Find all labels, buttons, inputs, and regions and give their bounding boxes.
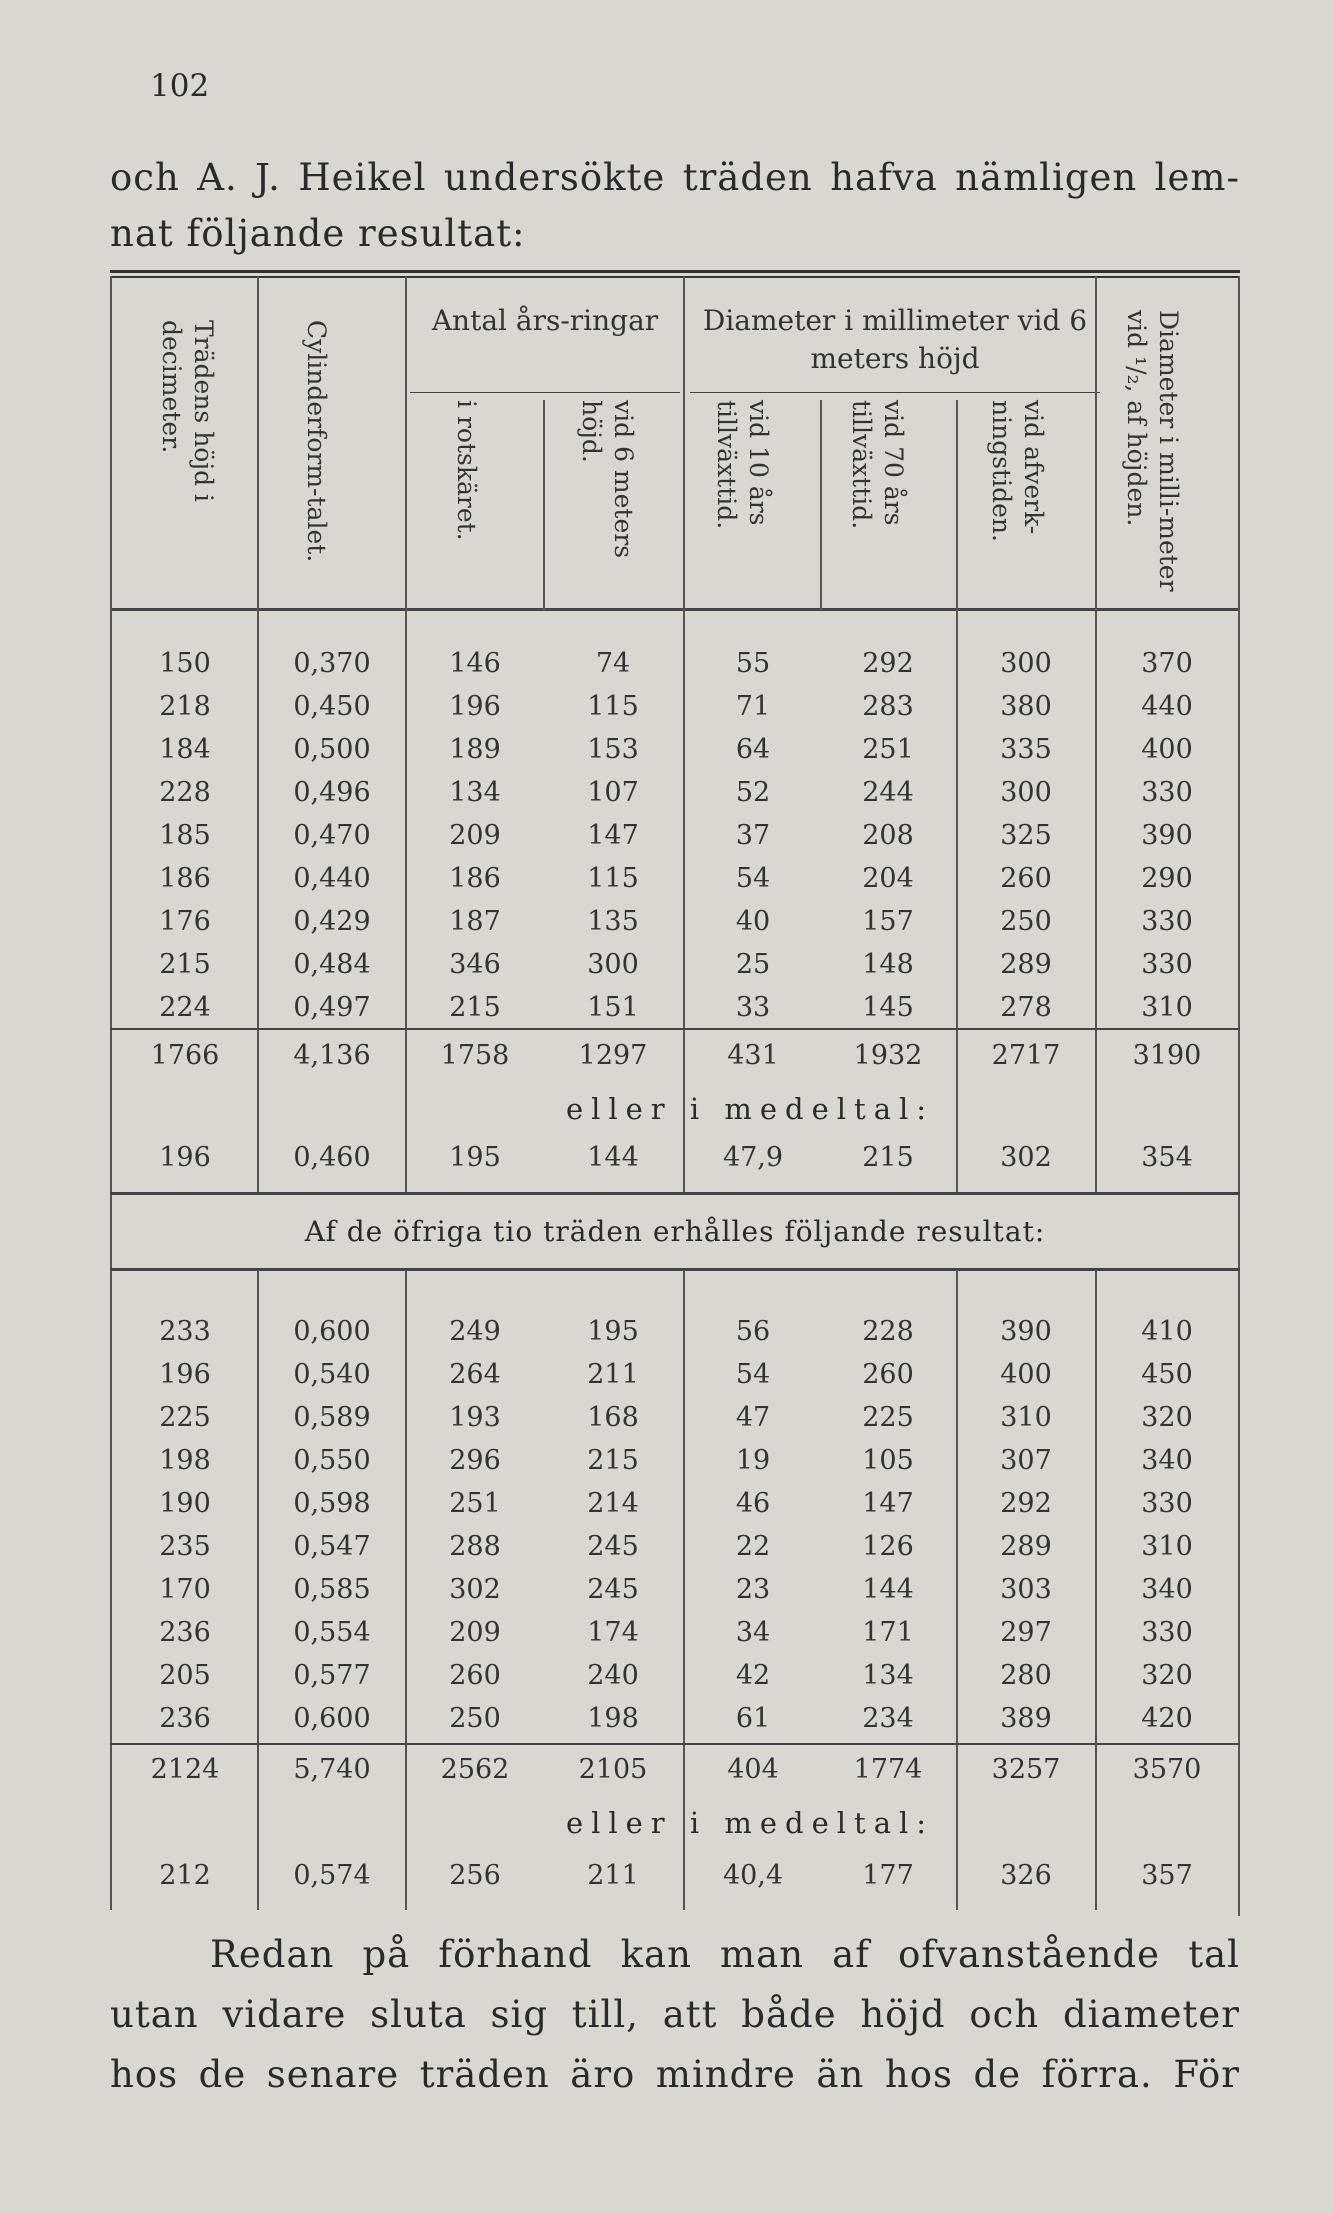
table-cell: 211 — [587, 1359, 639, 1390]
table-cell: 1774 — [853, 1754, 923, 1785]
table-cell: 235 — [159, 1531, 211, 1562]
table-cell: 107 — [587, 777, 639, 808]
table-cell: 225 — [159, 1402, 211, 1433]
middle-caption: Af de öfriga tio träden erhålles följande resultat: — [304, 1215, 1046, 1248]
table-cell: 22 — [735, 1531, 771, 1562]
header-diam-half: Diameter i milli-meter vid ¹/₂, af höjden. — [1122, 310, 1183, 592]
table-cell: 147 — [862, 1488, 914, 1519]
outro-paragraph — [110, 1925, 1240, 2105]
table-cell: 390 — [1141, 820, 1193, 851]
vline — [820, 400, 822, 610]
rings-group-rule — [410, 392, 680, 393]
table-cell: 240 — [587, 1660, 639, 1691]
table-cell: 283 — [862, 691, 914, 722]
table-cell: 135 — [587, 906, 639, 937]
page-number: 102 — [150, 68, 210, 104]
table-cell: 54 — [735, 863, 771, 894]
table-row — [110, 648, 1240, 690]
table-cell: 19 — [735, 1445, 771, 1476]
table-cell: 144 — [862, 1574, 914, 1605]
table-cell: 33 — [735, 992, 771, 1023]
table-cell: 380 — [1000, 691, 1052, 722]
table-cell: 168 — [587, 1402, 639, 1433]
table-cell: 193 — [449, 1402, 501, 1433]
table-cell: 320 — [1141, 1402, 1193, 1433]
table-cell: 1932 — [853, 1040, 923, 1071]
table-cell: 198 — [159, 1445, 211, 1476]
table-cell: 215 — [587, 1445, 639, 1476]
table-cell: 300 — [1000, 777, 1052, 808]
table-cell: 0,484 — [293, 949, 371, 980]
table-cell: 189 — [449, 734, 501, 765]
table-cell: 40,4 — [722, 1860, 784, 1891]
table-cell: 212 — [159, 1860, 211, 1891]
table-cell: 3570 — [1132, 1754, 1202, 1785]
table-cell: 244 — [862, 777, 914, 808]
table-cell: 310 — [1141, 992, 1193, 1023]
table-cell: 330 — [1141, 949, 1193, 980]
table-cell: 0,574 — [293, 1860, 371, 1891]
table-cell: 218 — [159, 691, 211, 722]
outro-line: utan vidare sluta sig till, att både höjd och diameter — [110, 1993, 1240, 2036]
table-cell: 450 — [1141, 1359, 1193, 1390]
table-cell: 74 — [595, 648, 631, 679]
table-cell: 215 — [159, 949, 211, 980]
table-cell: 185 — [159, 820, 211, 851]
header-rings-group: Antal års-ringar — [431, 304, 659, 337]
table-cell: 404 — [727, 1754, 779, 1785]
table-cell: 5,740 — [293, 1754, 371, 1785]
table-cell: 431 — [727, 1040, 779, 1071]
table-cell: 64 — [735, 734, 771, 765]
table-cell: 196 — [449, 691, 501, 722]
table-cell: 34 — [735, 1617, 771, 1648]
header-rings-6m: vid 6 meters höjd. — [577, 400, 638, 559]
table-cell: 3257 — [991, 1754, 1061, 1785]
table-cell: 340 — [1141, 1445, 1193, 1476]
table-cell: 225 — [862, 1402, 914, 1433]
table-cell: 145 — [862, 992, 914, 1023]
table-cell: 289 — [1000, 949, 1052, 980]
table-cell: 297 — [1000, 1617, 1052, 1648]
vline — [543, 400, 545, 610]
table-cell: 56 — [735, 1316, 771, 1347]
table-cell: 290 — [1141, 863, 1193, 894]
table-cell: 54 — [735, 1359, 771, 1390]
table-cell: 236 — [159, 1617, 211, 1648]
table-cell: 214 — [587, 1488, 639, 1519]
table-cell: 184 — [159, 734, 211, 765]
table-cell: 260 — [862, 1359, 914, 1390]
table-cell: 146 — [449, 648, 501, 679]
table-cell: 147 — [587, 820, 639, 851]
table-cell: 245 — [587, 1574, 639, 1605]
table-cell: 105 — [862, 1445, 914, 1476]
table-cell: 174 — [587, 1617, 639, 1648]
table-cell: 296 — [449, 1445, 501, 1476]
table-cell: 3190 — [1132, 1040, 1202, 1071]
table-row — [110, 949, 1240, 991]
table-cell: 0,547 — [293, 1531, 371, 1562]
table-row — [110, 1316, 1240, 1358]
header-diam-felling: vid afverk-ningstiden. — [987, 400, 1048, 542]
table-cell: 170 — [159, 1574, 211, 1605]
table-cell: 303 — [1000, 1574, 1052, 1605]
table-cell: 209 — [449, 820, 501, 851]
table-cell: 205 — [159, 1660, 211, 1691]
diameter-group-rule — [690, 392, 1100, 393]
table-cell: 0,554 — [293, 1617, 371, 1648]
header-diam-70: vid 70 års tillväxttid. — [847, 400, 908, 530]
table-cell: 300 — [1000, 648, 1052, 679]
table-cell: 330 — [1141, 1617, 1193, 1648]
table-cell: 335 — [1000, 734, 1052, 765]
table-row — [110, 1531, 1240, 1573]
table-cell: 0,589 — [293, 1402, 371, 1433]
table-cell: 52 — [735, 777, 771, 808]
table-cell: 288 — [449, 1531, 501, 1562]
table-row — [110, 691, 1240, 733]
table-row — [110, 1703, 1240, 1745]
table-cell: 215 — [862, 1142, 914, 1173]
table-cell: 40 — [735, 906, 771, 937]
table-cell: 340 — [1141, 1574, 1193, 1605]
table-cell: 264 — [449, 1359, 501, 1390]
table-cell: 215 — [449, 992, 501, 1023]
sum-row — [110, 1040, 1240, 1082]
table-cell: 224 — [159, 992, 211, 1023]
table-cell: 196 — [159, 1359, 211, 1390]
table-cell: 1758 — [440, 1040, 510, 1071]
table-row — [110, 1488, 1240, 1530]
table-cell: 153 — [587, 734, 639, 765]
table-cell: 1297 — [578, 1040, 648, 1071]
table-cell: 211 — [587, 1860, 639, 1891]
table-cell: 2717 — [991, 1040, 1061, 1071]
table-cell: 234 — [862, 1703, 914, 1734]
table-cell: 302 — [449, 1574, 501, 1605]
table-cell: 280 — [1000, 1660, 1052, 1691]
table-cell: 46 — [735, 1488, 771, 1519]
mean-row — [110, 1860, 1240, 1902]
table-cell: 37 — [735, 820, 771, 851]
table-cell: 157 — [862, 906, 914, 937]
table-cell: 330 — [1141, 1488, 1193, 1519]
intro-paragraph — [110, 150, 1240, 262]
table-cell: 195 — [449, 1142, 501, 1173]
table-cell: 2105 — [578, 1754, 648, 1785]
table-cell: 250 — [449, 1703, 501, 1734]
table-cell: 420 — [1141, 1703, 1193, 1734]
table-cell: 307 — [1000, 1445, 1052, 1476]
table-cell: 148 — [862, 949, 914, 980]
table-row — [110, 1359, 1240, 1401]
table-cell: 198 — [587, 1703, 639, 1734]
table-cell: 300 — [587, 949, 639, 980]
table-cell: 176 — [159, 906, 211, 937]
table-cell: 251 — [449, 1488, 501, 1519]
table-cell: 55 — [735, 648, 771, 679]
intro-line: och A. J. Heikel undersökte träden hafva nämligen lem- — [110, 156, 1240, 199]
table-cell: 302 — [1000, 1142, 1052, 1173]
section-rule — [110, 1268, 1240, 1271]
table-top-rule-thin — [110, 276, 1240, 278]
table-cell: 326 — [1000, 1860, 1052, 1891]
table-cell: 400 — [1141, 734, 1193, 765]
table-cell: 25 — [735, 949, 771, 980]
table-cell: 389 — [1000, 1703, 1052, 1734]
header-bottom-rule — [110, 608, 1240, 611]
mean-label: eller i medeltal: — [565, 1806, 935, 1840]
table-cell: 0,496 — [293, 777, 371, 808]
table-cell: 196 — [159, 1142, 211, 1173]
table-cell: 346 — [449, 949, 501, 980]
table-cell: 228 — [159, 777, 211, 808]
table-cell: 177 — [862, 1860, 914, 1891]
table-cell: 2124 — [150, 1754, 220, 1785]
table-cell: 0,440 — [293, 863, 371, 894]
table-cell: 186 — [159, 863, 211, 894]
table-cell: 4,136 — [293, 1040, 371, 1071]
header-rings-stump: i rotskäret. — [452, 400, 481, 541]
table-cell: 330 — [1141, 777, 1193, 808]
table-row — [110, 777, 1240, 819]
table-cell: 0,460 — [293, 1142, 371, 1173]
table-cell: 134 — [449, 777, 501, 808]
table-cell: 0,577 — [293, 1660, 371, 1691]
table-cell: 390 — [1000, 1316, 1052, 1347]
table-cell: 0,370 — [293, 648, 371, 679]
table-cell: 115 — [587, 691, 639, 722]
table-cell: 0,497 — [293, 992, 371, 1023]
table-cell: 292 — [862, 648, 914, 679]
table-cell: 260 — [1000, 863, 1052, 894]
table-cell: 236 — [159, 1703, 211, 1734]
table-cell: 0,598 — [293, 1488, 371, 1519]
table-row — [110, 1617, 1240, 1659]
table-row — [110, 1445, 1240, 1487]
table-cell: 2562 — [440, 1754, 510, 1785]
table-cell: 47,9 — [722, 1142, 784, 1173]
table-cell: 187 — [449, 906, 501, 937]
intro-line: nat följande resultat: — [110, 212, 526, 255]
table-cell: 150 — [159, 648, 211, 679]
table-cell: 251 — [862, 734, 914, 765]
sum-rule — [110, 1743, 1240, 1745]
table-cell: 278 — [1000, 992, 1052, 1023]
table-cell: 410 — [1141, 1316, 1193, 1347]
table-cell: 0,585 — [293, 1574, 371, 1605]
table-cell: 292 — [1000, 1488, 1052, 1519]
table-cell: 260 — [449, 1660, 501, 1691]
table-cell: 320 — [1141, 1660, 1193, 1691]
table-cell: 0,500 — [293, 734, 371, 765]
table-cell: 0,429 — [293, 906, 371, 937]
table-cell: 209 — [449, 1617, 501, 1648]
table-cell: 126 — [862, 1531, 914, 1562]
table-cell: 0,470 — [293, 820, 371, 851]
table-cell: 354 — [1141, 1142, 1193, 1173]
data-table — [110, 270, 1240, 1910]
table-cell: 228 — [862, 1316, 914, 1347]
table-cell: 0,600 — [293, 1316, 371, 1347]
mean-label: eller i medeltal: — [565, 1092, 935, 1126]
table-cell: 42 — [735, 1660, 771, 1691]
table-cell: 330 — [1141, 906, 1193, 937]
table-cell: 115 — [587, 863, 639, 894]
table-row — [110, 1660, 1240, 1702]
table-cell: 71 — [735, 691, 771, 722]
table-top-rule — [110, 270, 1240, 273]
header-form-factor: Cylinderform-talet. — [302, 320, 331, 563]
table-cell: 208 — [862, 820, 914, 851]
table-cell: 249 — [449, 1316, 501, 1347]
table-cell: 23 — [735, 1574, 771, 1605]
table-cell: 289 — [1000, 1531, 1052, 1562]
table-cell: 1766 — [150, 1040, 220, 1071]
table-cell: 0,540 — [293, 1359, 371, 1390]
table-cell: 204 — [862, 863, 914, 894]
table-cell: 171 — [862, 1617, 914, 1648]
table-row — [110, 734, 1240, 776]
table-cell: 190 — [159, 1488, 211, 1519]
table-cell: 440 — [1141, 691, 1193, 722]
table-row — [110, 906, 1240, 948]
table-cell: 370 — [1141, 648, 1193, 679]
table-cell: 233 — [159, 1316, 211, 1347]
table-cell: 61 — [735, 1703, 771, 1734]
table-row — [110, 1574, 1240, 1616]
sum-rule — [110, 1028, 1240, 1030]
table-cell: 310 — [1141, 1531, 1193, 1562]
table-cell: 245 — [587, 1531, 639, 1562]
table-row — [110, 1402, 1240, 1444]
table-cell: 250 — [1000, 906, 1052, 937]
table-cell: 400 — [1000, 1359, 1052, 1390]
table-row — [110, 820, 1240, 862]
header-tree-height: Trädens höjd i decimeter. — [157, 320, 218, 503]
table-cell: 0,600 — [293, 1703, 371, 1734]
table-cell: 0,550 — [293, 1445, 371, 1476]
mean-row — [110, 1142, 1240, 1184]
table-cell: 325 — [1000, 820, 1052, 851]
table-cell: 47 — [735, 1402, 771, 1433]
table-cell: 144 — [587, 1142, 639, 1173]
table-cell: 0,450 — [293, 691, 371, 722]
header-diameter-group: Diameter i millimeter vid 6 meters höjd — [702, 304, 1088, 375]
table-cell: 357 — [1141, 1860, 1193, 1891]
table-cell: 256 — [449, 1860, 501, 1891]
table-row — [110, 863, 1240, 905]
section-rule — [110, 1192, 1240, 1195]
table-cell: 151 — [587, 992, 639, 1023]
sum-row — [110, 1754, 1240, 1796]
table-cell: 310 — [1000, 1402, 1052, 1433]
header-diam-10: vid 10 års tillväxttid. — [712, 400, 773, 530]
table-cell: 186 — [449, 863, 501, 894]
table-cell: 195 — [587, 1316, 639, 1347]
table-cell: 134 — [862, 1660, 914, 1691]
outro-line: hos de senare träden äro mindre än hos de förra. För — [110, 2053, 1240, 2096]
outro-line: Redan på förhand kan man af ofvanstående tal — [210, 1933, 1240, 1976]
